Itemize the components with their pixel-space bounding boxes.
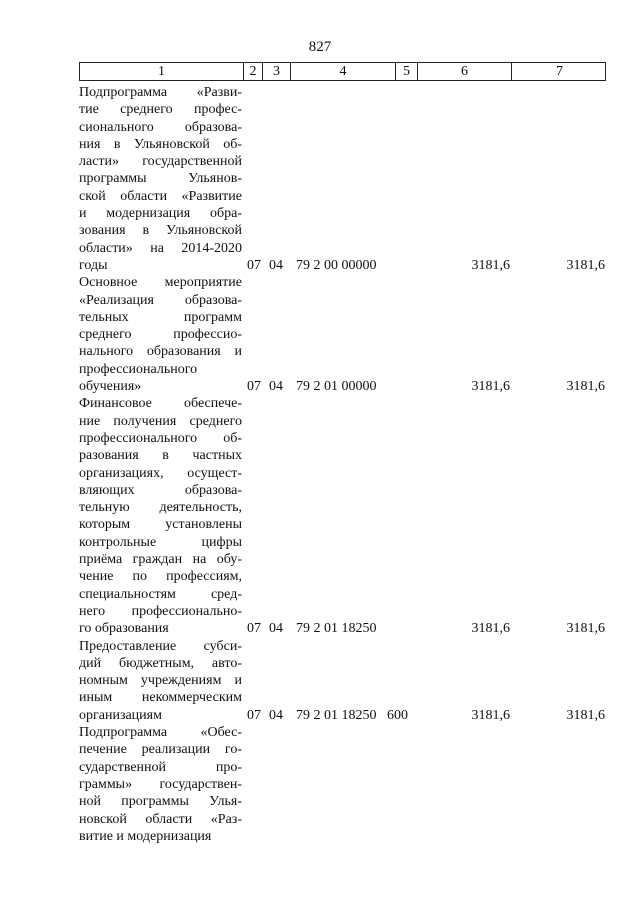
row-name: [79, 274, 242, 395]
row-name-line: Подпрограмма «Обес-: [79, 725, 242, 741]
row-section-code: 07: [247, 379, 261, 395]
row-name-line: обучения»: [79, 379, 142, 395]
header-col-1: 1: [80, 63, 244, 80]
row-name-line: которым установлены: [79, 517, 242, 533]
row-amount-col7: 3181,6: [566, 379, 605, 395]
header-col-3: 3: [263, 63, 291, 80]
row-name-line: приёма граждан на обу-: [79, 552, 242, 568]
row-name-line: ской области «Развитие: [79, 188, 242, 204]
row-name-line: области» на 2014-2020: [79, 240, 242, 256]
row-name-line: сионального образова-: [79, 119, 242, 135]
row-subsection-code: 04: [269, 258, 283, 273]
row-name-line: вляющих образова-: [79, 482, 242, 498]
row-name-line: граммы» государствен-: [79, 776, 242, 792]
row-name-line: печение реализации го-: [79, 742, 242, 758]
row-section-code: 07: [247, 621, 261, 637]
row-name-line: сударственной про-: [79, 759, 242, 775]
page-number: 827: [308, 39, 332, 55]
row-name-line: тельных программ: [79, 309, 242, 325]
row-name-line: зования в Ульяновской: [79, 223, 242, 239]
table-header: [79, 62, 606, 81]
row-amount-col6: 3181,6: [471, 379, 510, 395]
row-amount-col7: 3181,6: [566, 707, 605, 723]
row-name-line: новской области «Раз-: [79, 811, 242, 827]
row-name-line: организациях, осущест-: [79, 465, 242, 481]
row-name-line: контрольные цифры: [79, 534, 242, 550]
row-target-item-code: 79 2 01 00000: [296, 379, 377, 395]
row-name: [79, 84, 242, 274]
row-target-item-code: 79 2 01 18250: [296, 707, 377, 723]
row-name-line: разования в частных: [79, 448, 242, 464]
header-col-5: 5: [396, 63, 418, 80]
row-target-item-code: 79 2 00 00000: [296, 258, 377, 273]
row-name-line: годы: [79, 257, 108, 273]
header-col-4: 4: [291, 63, 396, 80]
header-col-2: 2: [244, 63, 263, 80]
row-amount-col6: 3181,6: [471, 707, 510, 723]
row-expense-type-code: 600: [387, 707, 408, 723]
row-name-line: Основное мероприятие: [79, 275, 242, 291]
row-name-line: ласти» государственной: [79, 154, 242, 170]
row-name-line: Предоставление субси-: [79, 638, 242, 654]
row-subsection-code: 04: [269, 379, 283, 395]
row-name-line: тие среднего профес-: [79, 102, 242, 118]
row-section-code: 07: [247, 258, 261, 273]
row-name-line: программы Ульянов-: [79, 171, 242, 187]
row-name-line: ной программы Улья-: [79, 794, 242, 810]
header-col-7: 7: [556, 64, 563, 79]
row-subsection-code: 04: [269, 621, 283, 637]
row-name-line: дий бюджетным, авто-: [79, 655, 242, 671]
row-name-line: «Реализация образова-: [79, 292, 242, 308]
row-name-line: номным учреждениям и: [79, 673, 242, 689]
row-name-line: нального образования и: [79, 344, 242, 360]
row-name-line: Подпрограмма «Разви-: [79, 85, 242, 100]
row-name-line: тельную деятельность,: [79, 500, 242, 516]
row-amount-col7: 3181,6: [566, 621, 605, 637]
row-amount-col7: 3181,6: [566, 258, 605, 273]
row-name-line: профессионального: [79, 361, 198, 377]
row-name-line: ние получения среднего: [79, 413, 242, 429]
row-target-item-code: 79 2 01 18250: [296, 621, 377, 637]
row-section-code: 07: [247, 707, 261, 723]
header-col-6: 6: [418, 63, 512, 80]
row-name-line: специальностям сред-: [79, 586, 242, 602]
row-subsection-code: 04: [269, 707, 283, 723]
row-name-line: организациям: [79, 707, 162, 723]
row-name: [79, 395, 242, 637]
row-amount-col6: 3181,6: [471, 258, 510, 273]
row-name-line: чение по профессиям,: [79, 569, 242, 585]
row-name-line: ния в Ульяновской об-: [79, 136, 242, 152]
row-name-line: Финансовое обеспече-: [79, 396, 242, 412]
row-name-line: го образования: [79, 621, 169, 637]
row-name-line: и модернизация обра-: [79, 206, 242, 222]
row-name-line: иным некоммерческим: [79, 690, 242, 706]
row-name-line: профессионального об-: [79, 430, 242, 446]
row-name-line: него профессионально-: [79, 603, 242, 619]
row-name-line: среднего профессио-: [79, 327, 242, 343]
row-name: [79, 724, 242, 845]
row-amount-col6: 3181,6: [471, 621, 510, 637]
row-name: [79, 638, 242, 724]
row-name-line: витие и модернизация: [79, 828, 212, 844]
